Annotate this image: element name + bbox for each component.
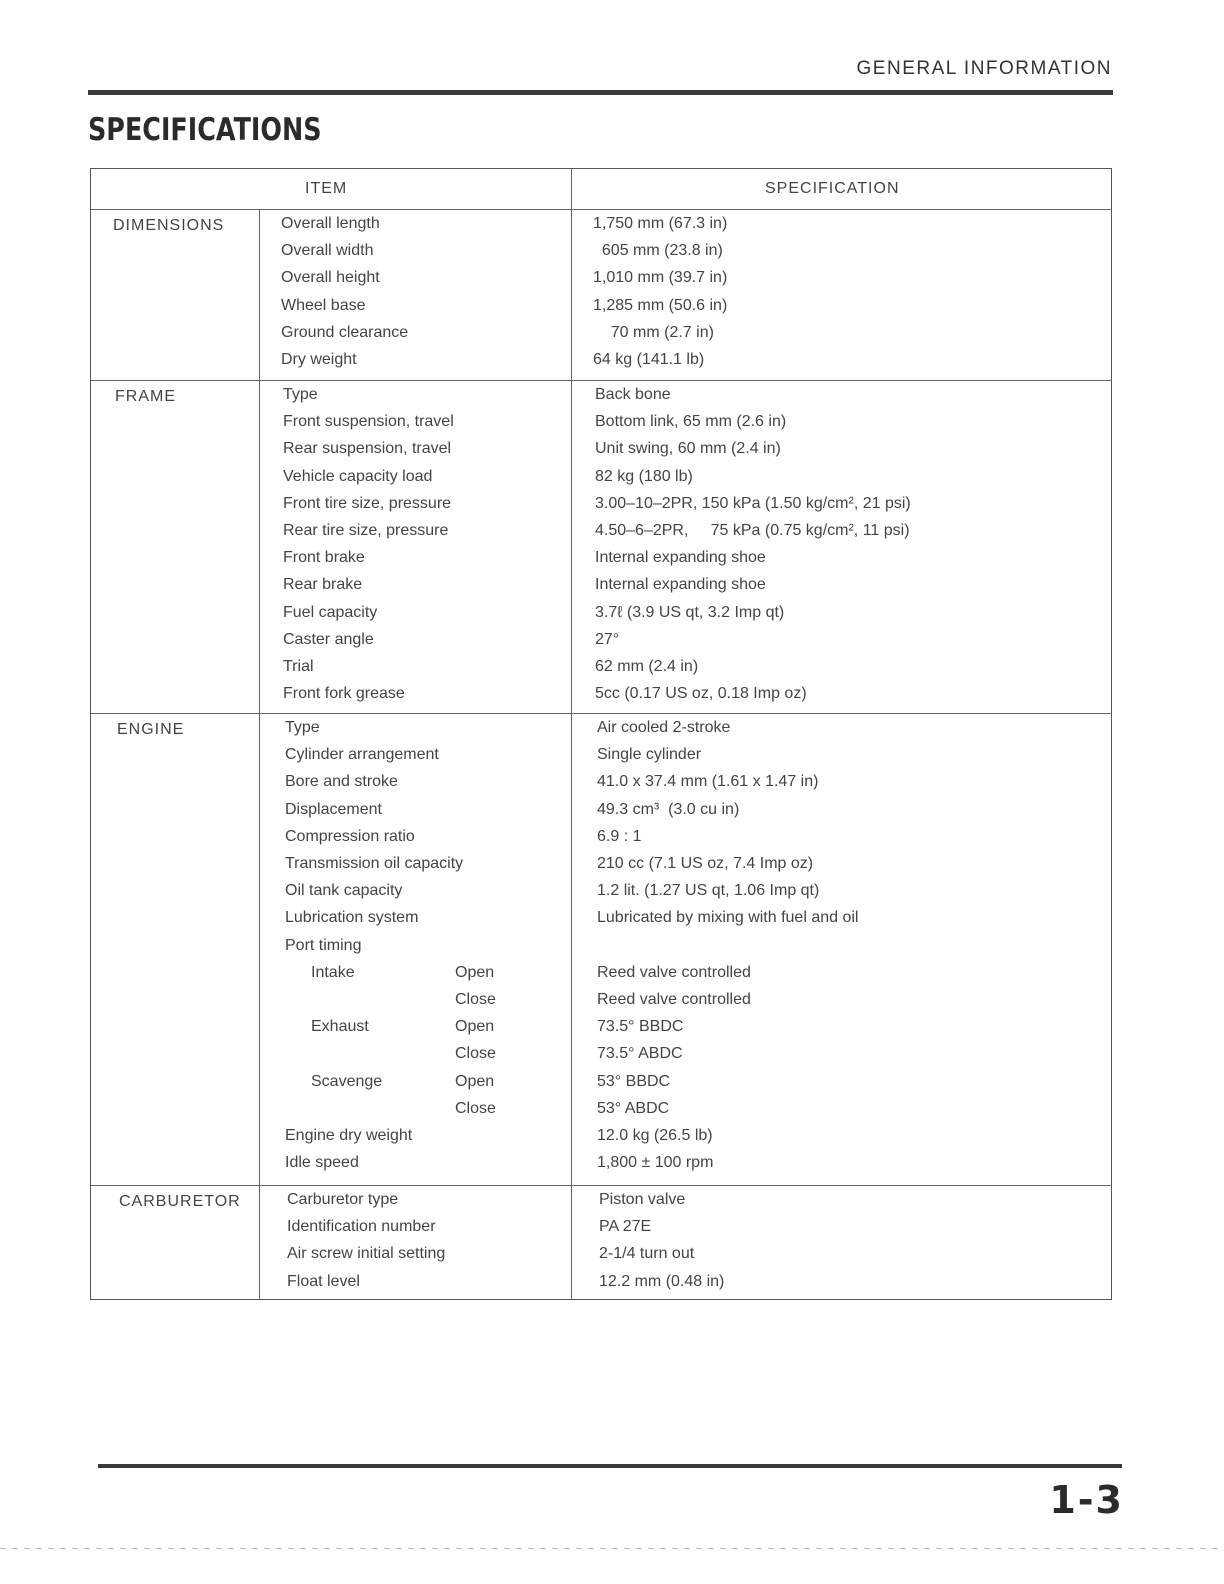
top-rule (88, 90, 1113, 95)
item-name: Air screw initial setting (287, 1245, 446, 1263)
table-row (91, 1073, 1111, 1100)
item-name: Caster angle (283, 630, 374, 648)
item-name: Port timing (285, 936, 362, 954)
table-row (91, 522, 1111, 549)
spec-value: 64 kg (141.1 lb) (593, 351, 705, 368)
item-name: Rear suspension, travel (283, 440, 452, 458)
spec-value: 53° BBDC (597, 1072, 671, 1090)
table-row (91, 746, 1111, 773)
port-name: Scavenge (311, 1072, 383, 1090)
spec-value: 4.50–6–2PR, 75 kPa (0.75 kg/cm², 11 psi) (595, 522, 910, 539)
item-name: Front suspension, travel (283, 413, 454, 431)
item-name: Type (283, 386, 318, 403)
table-row (91, 413, 1111, 440)
table-row (91, 964, 1111, 991)
port-state: Close (455, 1045, 496, 1063)
item-name: Dry weight (281, 351, 357, 368)
spec-value: 605 mm (23.8 in) (593, 242, 723, 260)
table-row (91, 242, 1111, 269)
spec-value: Unit swing, 60 mm (2.4 in) (595, 440, 781, 458)
section-label: ENGINE (117, 721, 185, 738)
spec-value: 1.2 lit. (1.27 US qt, 1.06 Imp qt) (597, 882, 820, 900)
spec-value: Air cooled 2-stroke (597, 719, 731, 736)
spec-value: 49.3 cm³ (3.0 cu in) (597, 800, 740, 818)
spec-value: 1,800 ± 100 rpm (597, 1154, 714, 1172)
spec-value: 6.9 : 1 (597, 827, 642, 845)
table-row (91, 1191, 1111, 1218)
item-name: Overall length (281, 215, 380, 232)
item-name: Cylinder arrangement (285, 746, 439, 764)
table-row (91, 440, 1111, 467)
item-name: Lubrication system (285, 909, 419, 927)
item-name: Rear tire size, pressure (283, 522, 449, 539)
section-label: DIMENSIONS (113, 217, 225, 234)
table-row (91, 576, 1111, 603)
port-state: Close (455, 991, 496, 1008)
table-row (91, 631, 1111, 658)
spec-value: 73.5° ABDC (597, 1045, 683, 1063)
table-row (91, 351, 1111, 378)
table-row (91, 549, 1111, 576)
table-row (91, 215, 1111, 242)
table-row (91, 604, 1111, 631)
spec-value: 1,010 mm (39.7 in) (593, 269, 728, 287)
section-divider (91, 713, 1111, 714)
page-number: 1-3 (1049, 1478, 1124, 1522)
section-divider (91, 1185, 1111, 1186)
spec-value: 3.7ℓ (3.9 US qt, 3.2 Imp qt) (595, 603, 785, 621)
spec-value: Single cylinder (597, 746, 702, 764)
spec-value: Lubricated by mixing with fuel and oil (597, 909, 859, 927)
item-name: Front brake (283, 549, 365, 567)
spec-value: Reed valve controlled (597, 963, 751, 981)
table-row (91, 1018, 1111, 1045)
spec-value: 1,285 mm (50.6 in) (593, 296, 728, 314)
spec-value: 5cc (0.17 US oz, 0.18 Imp oz) (595, 685, 807, 703)
item-name: Front tire size, pressure (283, 494, 452, 512)
table-row (91, 658, 1111, 685)
table-row (91, 937, 1111, 964)
spec-value: 53° ABDC (597, 1099, 670, 1117)
table-row (91, 269, 1111, 296)
table-row (91, 1273, 1111, 1300)
item-name: Type (285, 719, 320, 736)
spec-value: PA 27E (599, 1218, 652, 1236)
table-row (91, 324, 1111, 351)
table-row (91, 468, 1111, 495)
item-name: Overall height (281, 269, 380, 287)
header-divider (91, 209, 1111, 210)
port-state: Close (455, 1099, 496, 1117)
section-label: FRAME (115, 388, 176, 405)
table-row (91, 1045, 1111, 1072)
bottom-rule (98, 1464, 1122, 1468)
item-name: Front fork grease (283, 685, 405, 703)
specifications-table (90, 168, 1112, 1300)
table-row (91, 991, 1111, 1018)
item-name: Oil tank capacity (285, 882, 403, 900)
table-row (91, 909, 1111, 936)
table-row (91, 719, 1111, 746)
section-divider (91, 380, 1111, 381)
column-header-specification: SPECIFICATION (765, 180, 900, 197)
spec-value: Reed valve controlled (597, 991, 751, 1008)
item-name: Rear brake (283, 576, 363, 594)
header-title: GENERAL INFORMATION (856, 58, 1112, 79)
port-name: Intake (311, 963, 355, 981)
spec-value: 70 mm (2.7 in) (593, 323, 714, 341)
item-name: Trial (283, 658, 314, 675)
spec-value: 41.0 x 37.4 mm (1.61 x 1.47 in) (597, 773, 819, 791)
page-title: SPECIFICATIONS (88, 112, 322, 148)
item-name: Transmission oil capacity (285, 855, 464, 872)
table-row (91, 1245, 1111, 1272)
item-name: Fuel capacity (283, 603, 378, 621)
port-name: Exhaust (311, 1018, 369, 1036)
spec-value: Internal expanding shoe (595, 576, 766, 594)
item-name: Float level (287, 1272, 360, 1290)
item-name: Displacement (285, 800, 382, 818)
item-name: Compression ratio (285, 827, 415, 845)
section-label: CARBURETOR (119, 1193, 241, 1210)
spec-value: 3.00–10–2PR, 150 kPa (1.50 kg/cm², 21 psi) (595, 494, 911, 512)
table-row (91, 297, 1111, 324)
spec-value: Bottom link, 65 mm (2.6 in) (595, 413, 787, 431)
spec-value: 210 cc (7.1 US oz, 7.4 Imp oz) (597, 855, 814, 872)
item-name: Carburetor type (287, 1191, 399, 1208)
spec-value: 82 kg (180 lb) (595, 467, 693, 485)
scan-edge (0, 1548, 1224, 1549)
table-row (91, 1127, 1111, 1154)
item-name: Identification number (287, 1218, 436, 1236)
spec-value: Internal expanding shoe (595, 549, 766, 567)
item-name: Vehicle capacity load (283, 467, 433, 485)
table-row (91, 495, 1111, 522)
table-row (91, 773, 1111, 800)
spec-value: 1,750 mm (67.3 in) (593, 215, 728, 232)
table-row (91, 1154, 1111, 1181)
spec-value: 62 mm (2.4 in) (595, 658, 699, 675)
port-state: Open (455, 963, 495, 981)
item-name: Wheel base (281, 296, 366, 314)
table-row (91, 882, 1111, 909)
table-row (91, 1100, 1111, 1127)
item-name: Overall width (281, 242, 374, 260)
spec-value: 2-1/4 turn out (599, 1245, 695, 1263)
item-name: Ground clearance (281, 323, 409, 341)
table-row (91, 801, 1111, 828)
port-state: Open (455, 1072, 495, 1090)
spec-value: 73.5° BBDC (597, 1018, 684, 1036)
table-row (91, 1218, 1111, 1245)
spec-value: 12.2 mm (0.48 in) (599, 1272, 725, 1290)
table-row (91, 828, 1111, 855)
spec-value: Piston valve (599, 1191, 686, 1208)
item-name: Idle speed (285, 1154, 359, 1172)
port-state: Open (455, 1018, 495, 1036)
spec-value: Back bone (595, 386, 671, 403)
column-header-item: ITEM (305, 180, 348, 197)
table-row (91, 685, 1111, 712)
spec-value: 27° (595, 630, 620, 648)
item-name: Bore and stroke (285, 773, 398, 791)
table-row (91, 855, 1111, 882)
item-name: Engine dry weight (285, 1127, 413, 1144)
table-row (91, 386, 1111, 413)
spec-value: 12.0 kg (26.5 lb) (597, 1127, 713, 1144)
